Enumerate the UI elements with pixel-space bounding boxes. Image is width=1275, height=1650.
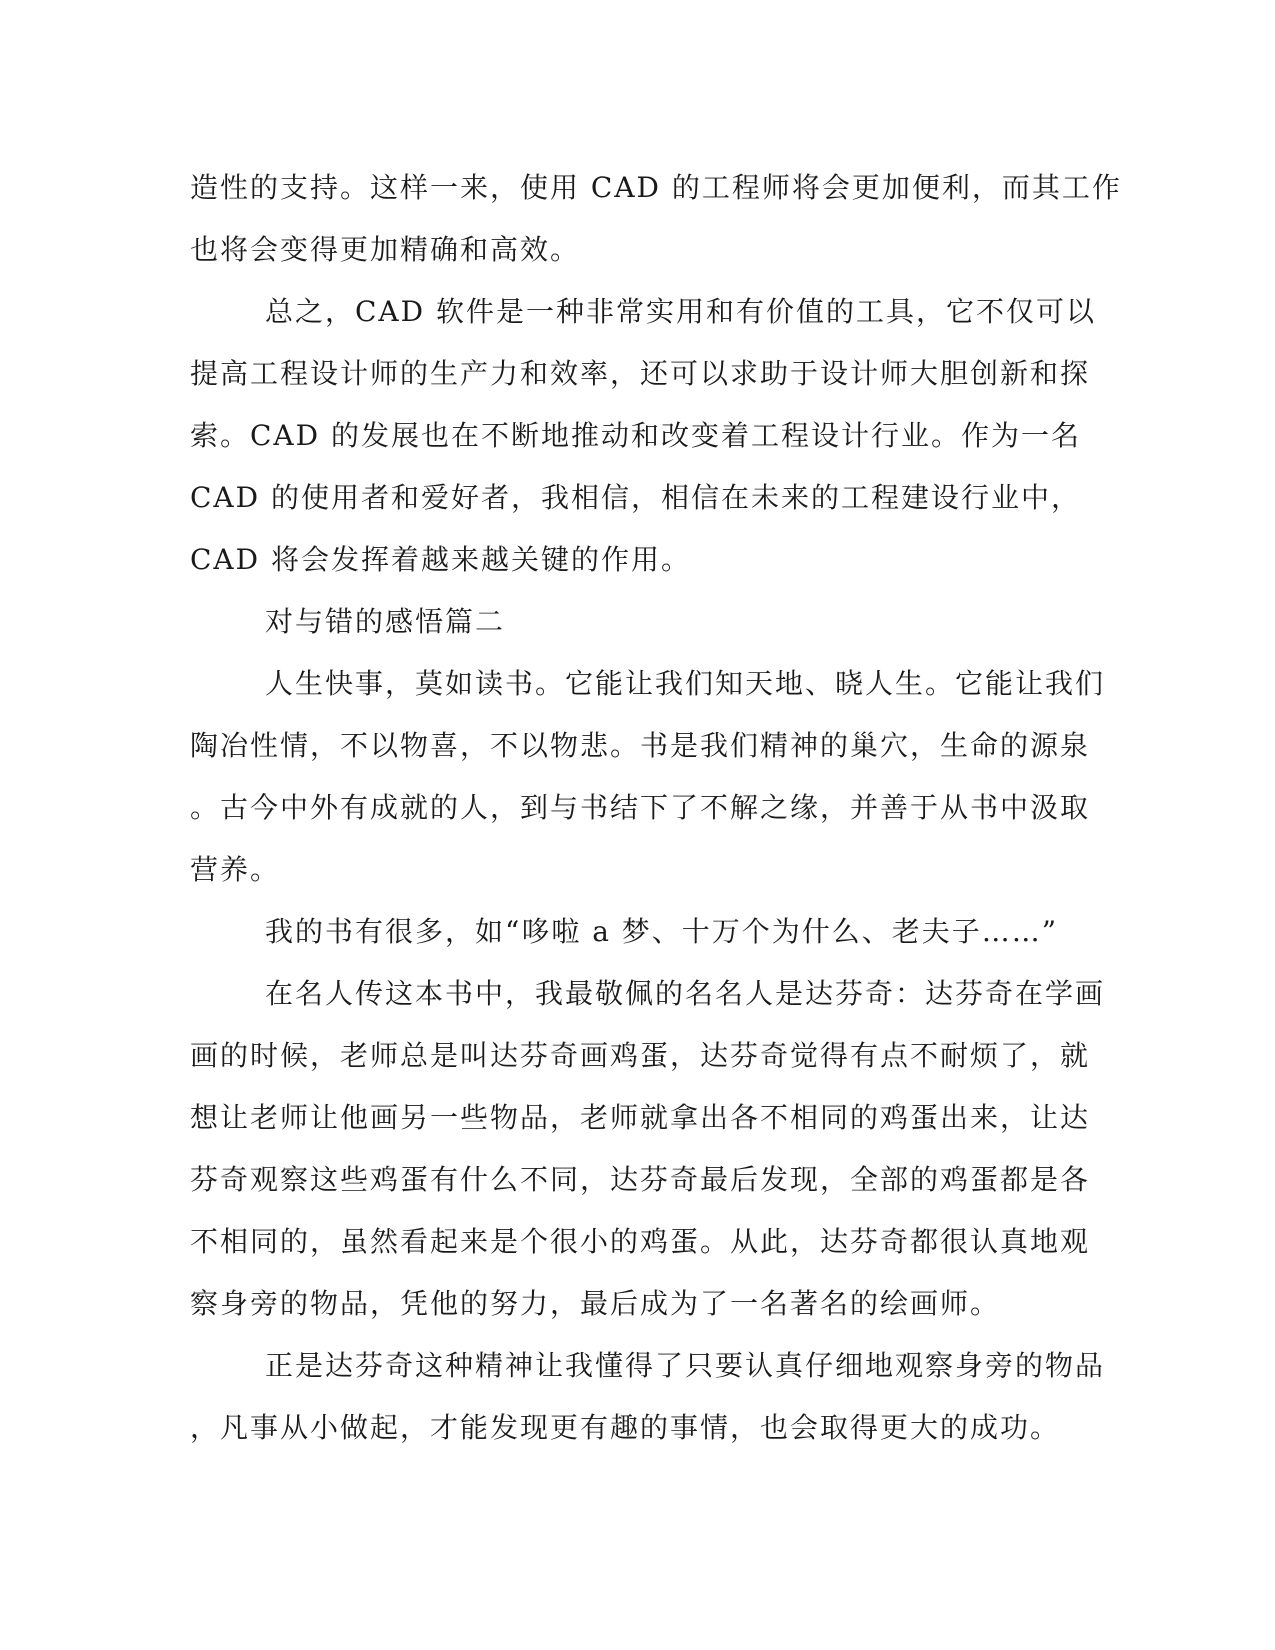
text-line: CAD 将会发挥着越来越关键的作用。 — [190, 543, 691, 576]
section-heading: 对与错的感悟篇二 — [265, 605, 506, 638]
paragraph-start: 我的书有很多，如“哆啦 a 梦、十万个为什么、老夫子……” — [265, 915, 1059, 948]
text-line: 陶冶性情，不以物喜，不以物悲。书是我们精神的巢穴，生命的源泉 — [190, 729, 1091, 762]
text-line: 画的时候，老师总是叫达芬奇画鸡蛋，达芬奇觉得有点不耐烦了，就 — [190, 1039, 1091, 1072]
text-line: 造性的支持。这样一来，使用 CAD 的工程师将会更加便利，而其工作 — [190, 171, 1122, 204]
text-line: 察身旁的物品，凭他的努力，最后成为了一名著名的绘画师。 — [190, 1287, 1001, 1320]
text-line: CAD 的使用者和爱好者，我相信，相信在未来的工程建设行业中， — [190, 481, 1081, 514]
paragraph-start: 正是达芬奇这种精神让我懂得了只要认真仔细地观察身旁的物品 — [265, 1349, 1106, 1382]
text-line: 想让老师让他画另一些物品，老师就拿出各不相同的鸡蛋出来，让达 — [190, 1101, 1091, 1134]
text-line: 索。CAD 的发展也在不断地推动和改变着工程设计行业。作为一名 — [190, 419, 1081, 452]
text-line: 也将会变得更加精确和高效。 — [190, 233, 581, 266]
paragraph-start: 在名人传这本书中，我最敬佩的名名人是达芬奇：达芬奇在学画 — [265, 977, 1106, 1010]
text-line: 。古今中外有成就的人，到与书结下了不解之缘，并善于从书中汲取 — [190, 791, 1091, 824]
paragraph-start: 总之，CAD 软件是一种非常实用和有价值的工具，它不仅可以 — [265, 295, 1096, 328]
text-line: 芬奇观察这些鸡蛋有什么不同，达芬奇最后发现，全部的鸡蛋都是各 — [190, 1163, 1091, 1196]
text-line: 营养。 — [190, 853, 281, 886]
paragraph-start: 人生快事，莫如读书。它能让我们知天地、晓人生。它能让我们 — [265, 667, 1106, 700]
text-line: 不相同的，虽然看起来是个很小的鸡蛋。从此，达芬奇都很认真地观 — [190, 1225, 1091, 1258]
text-line: ，凡事从小做起，才能发现更有趣的事情，也会取得更大的成功。 — [190, 1411, 1061, 1444]
text-line: 提高工程设计师的生产力和效率，还可以求助于设计师大胆创新和探 — [190, 357, 1091, 390]
